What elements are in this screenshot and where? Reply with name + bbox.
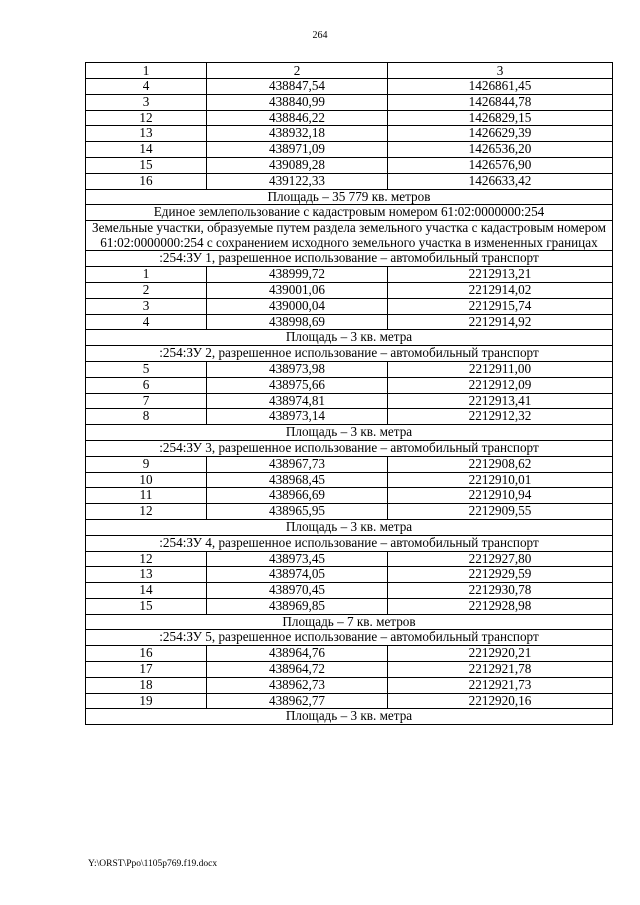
- footer-file-path: Y:\ORST\Ppo\1105p769.f19.docx: [88, 859, 218, 869]
- cell-y-coordinate: 2212914,02: [388, 282, 613, 298]
- table-row: [86, 142, 613, 158]
- header-cell-point: 1: [86, 63, 207, 79]
- cell-point-number: 17: [86, 662, 207, 678]
- area-text: Площадь – 7 кв. метров: [86, 614, 613, 630]
- table-row: [86, 662, 613, 678]
- table-row: [86, 567, 613, 583]
- table-row: [86, 677, 613, 693]
- area-text: Площадь – 3 кв. метра: [86, 425, 613, 441]
- cell-point-number: 14: [86, 583, 207, 599]
- table-row: [86, 314, 613, 330]
- cell-y-coordinate: 2212914,92: [388, 314, 613, 330]
- cell-point-number: 12: [86, 551, 207, 567]
- cell-y-coordinate: 2212930,78: [388, 583, 613, 599]
- cell-x-coordinate: 438999,72: [207, 267, 388, 283]
- cell-y-coordinate: 2212910,94: [388, 488, 613, 504]
- section-heading-text: :254:ЗУ 3, разрешенное использование – автомобильный транспорт: [86, 440, 613, 456]
- section-heading-row: [86, 630, 613, 646]
- cell-point-number: 1: [86, 267, 207, 283]
- area-text: Площадь – 3 кв. метра: [86, 709, 613, 725]
- cell-point-number: 15: [86, 157, 207, 173]
- table-row: [86, 456, 613, 472]
- cell-y-coordinate: 2212908,62: [388, 456, 613, 472]
- cell-y-coordinate: 1426536,20: [388, 142, 613, 158]
- coordinates-table: [85, 62, 613, 725]
- cell-y-coordinate: 2212909,55: [388, 504, 613, 520]
- area-row: [86, 189, 613, 205]
- cell-y-coordinate: 2212912,09: [388, 377, 613, 393]
- cell-x-coordinate: 438962,77: [207, 693, 388, 709]
- section-heading-text: :254:ЗУ 1, разрешенное использование – автомобильный транспорт: [86, 251, 613, 267]
- area-text: Площадь – 3 кв. метра: [86, 330, 613, 346]
- cell-y-coordinate: 2212921,73: [388, 677, 613, 693]
- area-text: Площадь – 3 кв. метра: [86, 519, 613, 535]
- section-heading-row: [86, 440, 613, 456]
- cell-y-coordinate: 1426629,39: [388, 126, 613, 142]
- cell-y-coordinate: 1426633,42: [388, 173, 613, 189]
- cell-y-coordinate: 2212913,21: [388, 267, 613, 283]
- cell-x-coordinate: 438968,45: [207, 472, 388, 488]
- table-row: [86, 282, 613, 298]
- cell-x-coordinate: 438974,81: [207, 393, 388, 409]
- coordinates-table-body: [86, 63, 613, 725]
- cell-x-coordinate: 438964,76: [207, 646, 388, 662]
- table-row: [86, 377, 613, 393]
- cell-point-number: 10: [86, 472, 207, 488]
- table-row: [86, 173, 613, 189]
- cell-y-coordinate: 2212915,74: [388, 298, 613, 314]
- section-heading-text: :254:ЗУ 4, разрешенное использование – автомобильный транспорт: [86, 535, 613, 551]
- page-number: 264: [312, 30, 328, 41]
- cell-x-coordinate: 438975,66: [207, 377, 388, 393]
- cell-y-coordinate: 1426576,90: [388, 157, 613, 173]
- table-row: [86, 598, 613, 614]
- table-row: [86, 551, 613, 567]
- section-heading-text: :254:ЗУ 2, разрешенное использование – автомобильный транспорт: [86, 346, 613, 362]
- cell-x-coordinate: 439122,33: [207, 173, 388, 189]
- header-cell-y: 3: [388, 63, 613, 79]
- cell-point-number: 9: [86, 456, 207, 472]
- section-heading-row: [86, 346, 613, 362]
- table-row: [86, 646, 613, 662]
- table-row: [86, 409, 613, 425]
- cell-point-number: 4: [86, 79, 207, 95]
- table-row: [86, 157, 613, 173]
- section-heading-row: [86, 535, 613, 551]
- cell-x-coordinate: 438846,22: [207, 110, 388, 126]
- table-row: [86, 583, 613, 599]
- table-row: [86, 94, 613, 110]
- cell-point-number: 14: [86, 142, 207, 158]
- cell-point-number: 13: [86, 567, 207, 583]
- table-row: [86, 693, 613, 709]
- cell-point-number: 4: [86, 314, 207, 330]
- cell-x-coordinate: 438970,45: [207, 583, 388, 599]
- cell-y-coordinate: 2212913,41: [388, 393, 613, 409]
- section-heading-text: Единое землепользование с кадастровым номером 61:02:0000000:254: [86, 205, 613, 221]
- cell-x-coordinate: 438965,95: [207, 504, 388, 520]
- table-row: [86, 110, 613, 126]
- area-row: [86, 709, 613, 725]
- cell-point-number: 8: [86, 409, 207, 425]
- cell-x-coordinate: 438964,72: [207, 662, 388, 678]
- cell-x-coordinate: 438971,09: [207, 142, 388, 158]
- cell-x-coordinate: 438932,18: [207, 126, 388, 142]
- cell-x-coordinate: 438973,14: [207, 409, 388, 425]
- cell-point-number: 13: [86, 126, 207, 142]
- cell-y-coordinate: 1426861,45: [388, 79, 613, 95]
- cell-y-coordinate: 1426844,78: [388, 94, 613, 110]
- cell-y-coordinate: 2212929,59: [388, 567, 613, 583]
- cell-point-number: 16: [86, 173, 207, 189]
- cell-x-coordinate: 438847,54: [207, 79, 388, 95]
- area-text: Площадь – 35 779 кв. метров: [86, 189, 613, 205]
- section-heading-text: Земельные участки, образуемые путем раздела земельного участка с кадастровым номером 61:02:0000000:254 с сохранением исходного земельного участка в измененных границах: [86, 221, 613, 251]
- cell-x-coordinate: 438973,45: [207, 551, 388, 567]
- cell-point-number: 12: [86, 110, 207, 126]
- table-row: [86, 298, 613, 314]
- cell-point-number: 11: [86, 488, 207, 504]
- cell-point-number: 18: [86, 677, 207, 693]
- section-heading-row: [86, 251, 613, 267]
- cell-x-coordinate: 438973,98: [207, 361, 388, 377]
- cell-point-number: 2: [86, 282, 207, 298]
- cell-point-number: 12: [86, 504, 207, 520]
- cell-x-coordinate: 438969,85: [207, 598, 388, 614]
- cell-y-coordinate: 2212912,32: [388, 409, 613, 425]
- section-heading-row: [86, 205, 613, 221]
- cell-y-coordinate: 2212920,16: [388, 693, 613, 709]
- table-row: [86, 361, 613, 377]
- cell-point-number: 3: [86, 298, 207, 314]
- cell-y-coordinate: 2212921,78: [388, 662, 613, 678]
- section-heading-text: :254:ЗУ 5, разрешенное использование – автомобильный транспорт: [86, 630, 613, 646]
- table-row: [86, 393, 613, 409]
- cell-point-number: 3: [86, 94, 207, 110]
- cell-point-number: 7: [86, 393, 207, 409]
- cell-y-coordinate: 2212910,01: [388, 472, 613, 488]
- cell-y-coordinate: 2212928,98: [388, 598, 613, 614]
- table-row: [86, 126, 613, 142]
- cell-x-coordinate: 438998,69: [207, 314, 388, 330]
- cell-y-coordinate: 2212927,80: [388, 551, 613, 567]
- table-row: [86, 79, 613, 95]
- table-header-row: [86, 63, 613, 79]
- cell-x-coordinate: 439001,06: [207, 282, 388, 298]
- cell-point-number: 5: [86, 361, 207, 377]
- cell-x-coordinate: 438840,99: [207, 94, 388, 110]
- cell-x-coordinate: 438967,73: [207, 456, 388, 472]
- cell-y-coordinate: 2212911,00: [388, 361, 613, 377]
- area-row: [86, 425, 613, 441]
- cell-x-coordinate: 438974,05: [207, 567, 388, 583]
- section-heading-row: [86, 221, 613, 251]
- cell-x-coordinate: 439089,28: [207, 157, 388, 173]
- table-row: [86, 267, 613, 283]
- cell-point-number: 15: [86, 598, 207, 614]
- table-row: [86, 488, 613, 504]
- cell-x-coordinate: 438966,69: [207, 488, 388, 504]
- cell-point-number: 6: [86, 377, 207, 393]
- header-cell-x: 2: [207, 63, 388, 79]
- table-row: [86, 472, 613, 488]
- cell-point-number: 19: [86, 693, 207, 709]
- cell-y-coordinate: 2212920,21: [388, 646, 613, 662]
- cell-x-coordinate: 438962,73: [207, 677, 388, 693]
- cell-point-number: 16: [86, 646, 207, 662]
- area-row: [86, 614, 613, 630]
- table-row: [86, 504, 613, 520]
- cell-x-coordinate: 439000,04: [207, 298, 388, 314]
- area-row: [86, 330, 613, 346]
- cell-y-coordinate: 1426829,15: [388, 110, 613, 126]
- area-row: [86, 519, 613, 535]
